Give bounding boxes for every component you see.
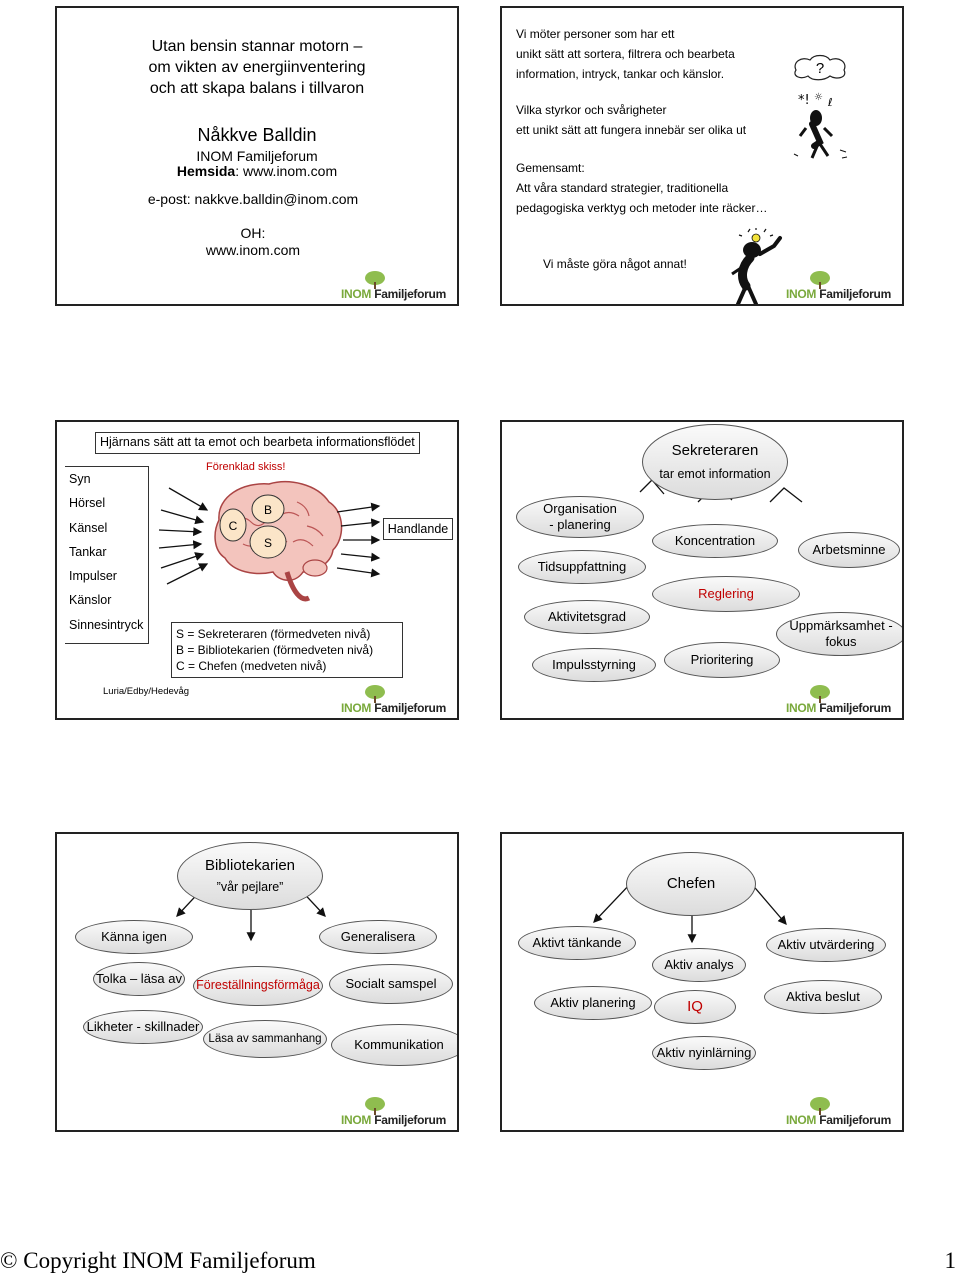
sense-input: Syn (69, 472, 91, 486)
closing-statement: Vi måste göra något annat! (543, 257, 687, 271)
confused-figure-icon (792, 84, 852, 164)
node: Tidsuppfattning (518, 550, 646, 584)
sense-input: Hörsel (69, 496, 106, 511)
sense-input: Tankar (69, 544, 107, 559)
node: IQ (654, 990, 736, 1024)
node: Aktivt tänkande (518, 926, 636, 960)
node: Aktiv utvärdering (766, 928, 886, 962)
inom-logo: INOM Familjeforum (786, 1097, 898, 1127)
svg-text:*!: *! (798, 93, 810, 108)
node-title: Chefen (626, 852, 756, 916)
presentation-title: Utan bensin stannar motorn – om vikten av energiinventering och att skapa balans i tillvaron (148, 38, 366, 97)
node: Socialt samspel (329, 964, 453, 1004)
input-arrows (159, 488, 207, 584)
svg-text:☼: ☼ (814, 92, 823, 103)
oh-link[interactable]: www.inom.com (205, 242, 301, 258)
slide-title (55, 6, 459, 306)
node: Tolka – läsa av (93, 962, 185, 996)
node: Känna igen (75, 920, 193, 954)
node-title: Bibliotekarien ”vår pejlare” (177, 842, 323, 910)
node: Aktiv planering (534, 986, 652, 1020)
brain-label-b: B (263, 503, 273, 517)
svg-text:ℓ: ℓ (828, 96, 833, 109)
presenter-org: INOM Familjeforum (196, 148, 318, 164)
credit: Luria/Edby/Hedevåg (103, 686, 190, 697)
inom-logo: INOM Familjeforum (341, 1097, 453, 1127)
paragraph-3: Gemensamt: Att våra standard strategier, traditionella pedagogiska verktyg och metoder inte räcker… (516, 161, 768, 215)
output-box: Handlande (383, 518, 453, 540)
slide-intro (500, 6, 904, 306)
inom-logo: INOM Familjeforum (341, 685, 453, 715)
homepage: Hemsida: www.inom.com (176, 163, 338, 179)
inom-logo: INOM Familjeforum (786, 271, 898, 301)
node: Aktivitetsgrad (524, 600, 650, 634)
slide-bibliotekarien (55, 832, 459, 1132)
slide-sekreteraren (500, 420, 904, 720)
node: Aktiva beslut (764, 980, 882, 1014)
sense-input: Impulser (69, 569, 117, 584)
input-arrow (169, 488, 207, 510)
paragraph-1: Vi möter personer som har ett unikt sätt att sortera, filtrera och bearbeta information, intryck, tankar och känslor. (516, 27, 735, 81)
presenter-name: Nåkkve Balldin (197, 125, 317, 145)
inom-logo: INOM Familjeforum (786, 685, 898, 715)
node: Prioritering (664, 642, 780, 678)
slide3-title: Hjärnans sätt att ta emot och bearbeta informationsflödet (95, 432, 420, 454)
node: Reglering (652, 576, 800, 612)
node: Aktiv analys (652, 948, 746, 982)
node-title: Sekreteraren tar emot information (642, 424, 788, 500)
node: Organisation - planering (516, 496, 644, 538)
brain-label-s: S (263, 536, 273, 550)
node: Impulsstyrning (532, 648, 656, 682)
slide-brain-flow (55, 420, 459, 720)
brain-label-c: C (228, 519, 238, 533)
node: Likheter - skillnader (83, 1010, 203, 1044)
legend-box: S = Sekreteraren (förmedveten nivå) B = Bibliotekarien (förmedveten nivå) C = Chefen (medveten nivå) (171, 622, 403, 678)
node: Kommunikation (331, 1024, 459, 1066)
sketch-note: Förenklad skiss! (206, 461, 286, 473)
thought-bubble-icon (790, 54, 850, 82)
page-number: 1 (944, 1248, 956, 1273)
node: Aktiv nyinlärning (652, 1036, 756, 1070)
sense-input: Sinnesintryck (69, 617, 144, 632)
node: Koncentration (652, 524, 778, 558)
slide-chefen (500, 832, 904, 1132)
email: e-post: nakkve.balldin@inom.com (147, 191, 359, 207)
paragraph-2: Vilka styrkor och svårigheter ett unikt sätt att fungera innebär ser olika ut (516, 103, 747, 137)
node: Generalisera (319, 920, 437, 954)
copyright-footer: © Copyright INOM Familjeforum (0, 1248, 316, 1273)
sense-input: Känslor (69, 593, 112, 608)
oh-label: OH: (240, 225, 266, 241)
node: Uppmärksamhet - fokus (776, 612, 904, 656)
node: Arbetsminne (798, 532, 900, 568)
node: Föreställningsförmåga (193, 966, 323, 1006)
sense-input: Känsel (69, 520, 108, 535)
question-mark: ? (815, 60, 825, 77)
inom-logo: INOM Familjeforum (341, 271, 453, 301)
node: Läsa av sammanhang (203, 1020, 327, 1058)
output-arrows (337, 506, 379, 574)
